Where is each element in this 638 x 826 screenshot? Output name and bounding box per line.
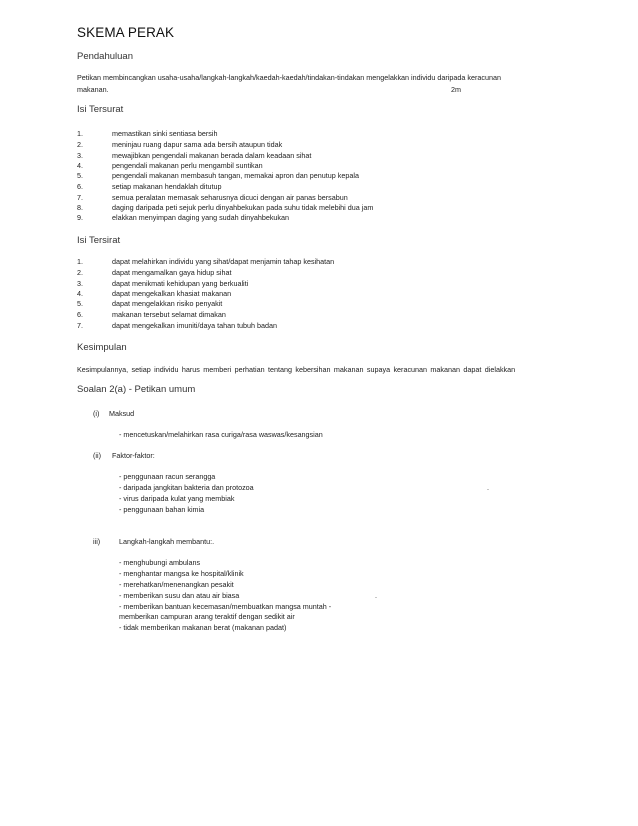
list-item	[0, 289, 638, 299]
list-item: memberikan campuran arang teraktif dengan sedikit air	[119, 612, 295, 621]
soalan-ii-label: (ii)	[93, 451, 101, 460]
item-number: 7.	[77, 321, 83, 330]
item-text: pengendali makanan membasuh tangan, memakai apron dan penutup kepala	[112, 171, 359, 180]
item-text: setiap makanan hendaklah ditutup	[112, 182, 222, 191]
pendahuluan-marks: 2m	[451, 85, 461, 94]
list-item	[0, 193, 638, 203]
soalan-i-answer: - mencetuskan/melahirkan rasa curiga/rasa waswas/kesangsian	[119, 430, 323, 439]
list-item: - penggunaan racun serangga	[119, 472, 216, 481]
item-text: makanan tersebut selamat dimakan	[112, 310, 226, 319]
list-item: - menghantar mangsa ke hospital/klinik	[119, 569, 244, 578]
list-item: - virus daripada kulat yang membiak	[119, 494, 235, 503]
soalan-iii-label: iii)	[93, 537, 101, 546]
item-number: 3.	[77, 151, 83, 160]
kesimpulan-text: Kesimpulannya, setiap individu harus memberi perhatian tentang kebersihan makanan supaya keracunan makanan dapat dielakkan	[77, 365, 516, 374]
list-item: - daripada jangkitan bakteria dan protozoa	[119, 483, 254, 492]
list-item: - memberikan bantuan kecemasan/membuatkan mangsa muntah -	[119, 602, 332, 611]
list-item	[0, 213, 638, 223]
list-item	[0, 203, 638, 213]
item-number: 9.	[77, 213, 83, 222]
pendahuluan-line-1: Petikan membincangkan usaha-usaha/langkah-langkah/kaedah-kaedah/tindakan-tindakan mengelakkan individu daripada keracunan	[77, 73, 501, 82]
item-number: 1.	[77, 257, 83, 266]
pendahuluan-line-2: makanan.	[77, 85, 109, 94]
item-text: dapat mengelakkan risiko penyakit	[112, 299, 223, 308]
page-title: SKEMA PERAK	[77, 25, 175, 40]
list-item: - merehatkan/menenangkan pesakit	[119, 580, 234, 589]
soalan-ii-title: Faktor-faktor:	[112, 451, 155, 460]
item-text: dapat mengekalkan imuniti/daya tahan tubuh badan	[112, 321, 278, 330]
stray-dot: .	[375, 591, 377, 600]
item-text: meninjau ruang dapur sama ada bersih ataupun tidak	[112, 140, 283, 149]
item-number: 5.	[77, 299, 83, 308]
item-text: daging daripada peti sejuk perlu dinyahbekukan pada suhu tidak melebihi dua jam	[112, 203, 374, 212]
heading-isi-tersirat: Isi Tersirat	[77, 235, 121, 246]
heading-isi-tersurat: Isi Tersurat	[77, 104, 124, 115]
item-number: 2.	[77, 140, 83, 149]
item-number: 5.	[77, 171, 83, 180]
item-text: pengendali makanan perlu mengambil suntikan	[112, 161, 263, 170]
item-number: 6.	[77, 310, 83, 319]
item-number: 3.	[77, 279, 83, 288]
item-number: 4.	[77, 289, 83, 298]
item-number: 1.	[77, 129, 83, 138]
list-item	[0, 129, 638, 139]
list-item	[0, 299, 638, 309]
list-item	[0, 310, 638, 320]
list-item	[0, 257, 638, 267]
item-text: dapat mengamalkan gaya hidup sihat	[112, 268, 232, 277]
item-text: dapat melahirkan individu yang sihat/dapat menjamin tahap kesihatan	[112, 257, 335, 266]
list-item	[0, 182, 638, 192]
item-text: memastikan sinki sentiasa bersih	[112, 129, 218, 138]
soalan-i-label: (i)	[93, 409, 100, 418]
item-number: 4.	[77, 161, 83, 170]
item-text: mewajibkan pengendali makanan berada dalam keadaan sihat	[112, 151, 312, 160]
item-text: dapat menikmati kehidupan yang berkualiti	[112, 279, 249, 288]
list-item: - memberikan susu dan atau air biasa	[119, 591, 240, 600]
item-number: 2.	[77, 268, 83, 277]
item-number: 8.	[77, 203, 83, 212]
list-item	[0, 140, 638, 150]
list-item	[0, 171, 638, 181]
item-number: 7.	[77, 193, 83, 202]
list-item: - tidak memberikan makanan berat (makanan padat)	[119, 623, 287, 632]
list-item	[0, 151, 638, 161]
list-item	[0, 268, 638, 278]
list-item: - menghubungi ambulans	[119, 558, 201, 567]
item-text: elakkan menyimpan daging yang sudah dinyahbekukan	[112, 213, 290, 222]
list-item	[0, 321, 638, 331]
soalan-iii-title: Langkah-langkah membantu:.	[119, 537, 215, 546]
list-item	[0, 161, 638, 171]
stray-dot: .	[487, 483, 489, 492]
list-item: - penggunaan bahan kimia	[119, 505, 205, 514]
soalan-i-title: Maksud	[109, 409, 135, 418]
item-number: 6.	[77, 182, 83, 191]
heading-pendahuluan: Pendahuluan	[77, 51, 133, 62]
list-item	[0, 279, 638, 289]
item-text: dapat mengekalkan khasiat makanan	[112, 289, 232, 298]
item-text: semua peralatan memasak seharusnya dicuci dengan air panas bersabun	[112, 193, 348, 202]
heading-kesimpulan: Kesimpulan	[77, 342, 127, 353]
heading-soalan: Soalan 2(a) - Petikan umum	[77, 384, 196, 395]
